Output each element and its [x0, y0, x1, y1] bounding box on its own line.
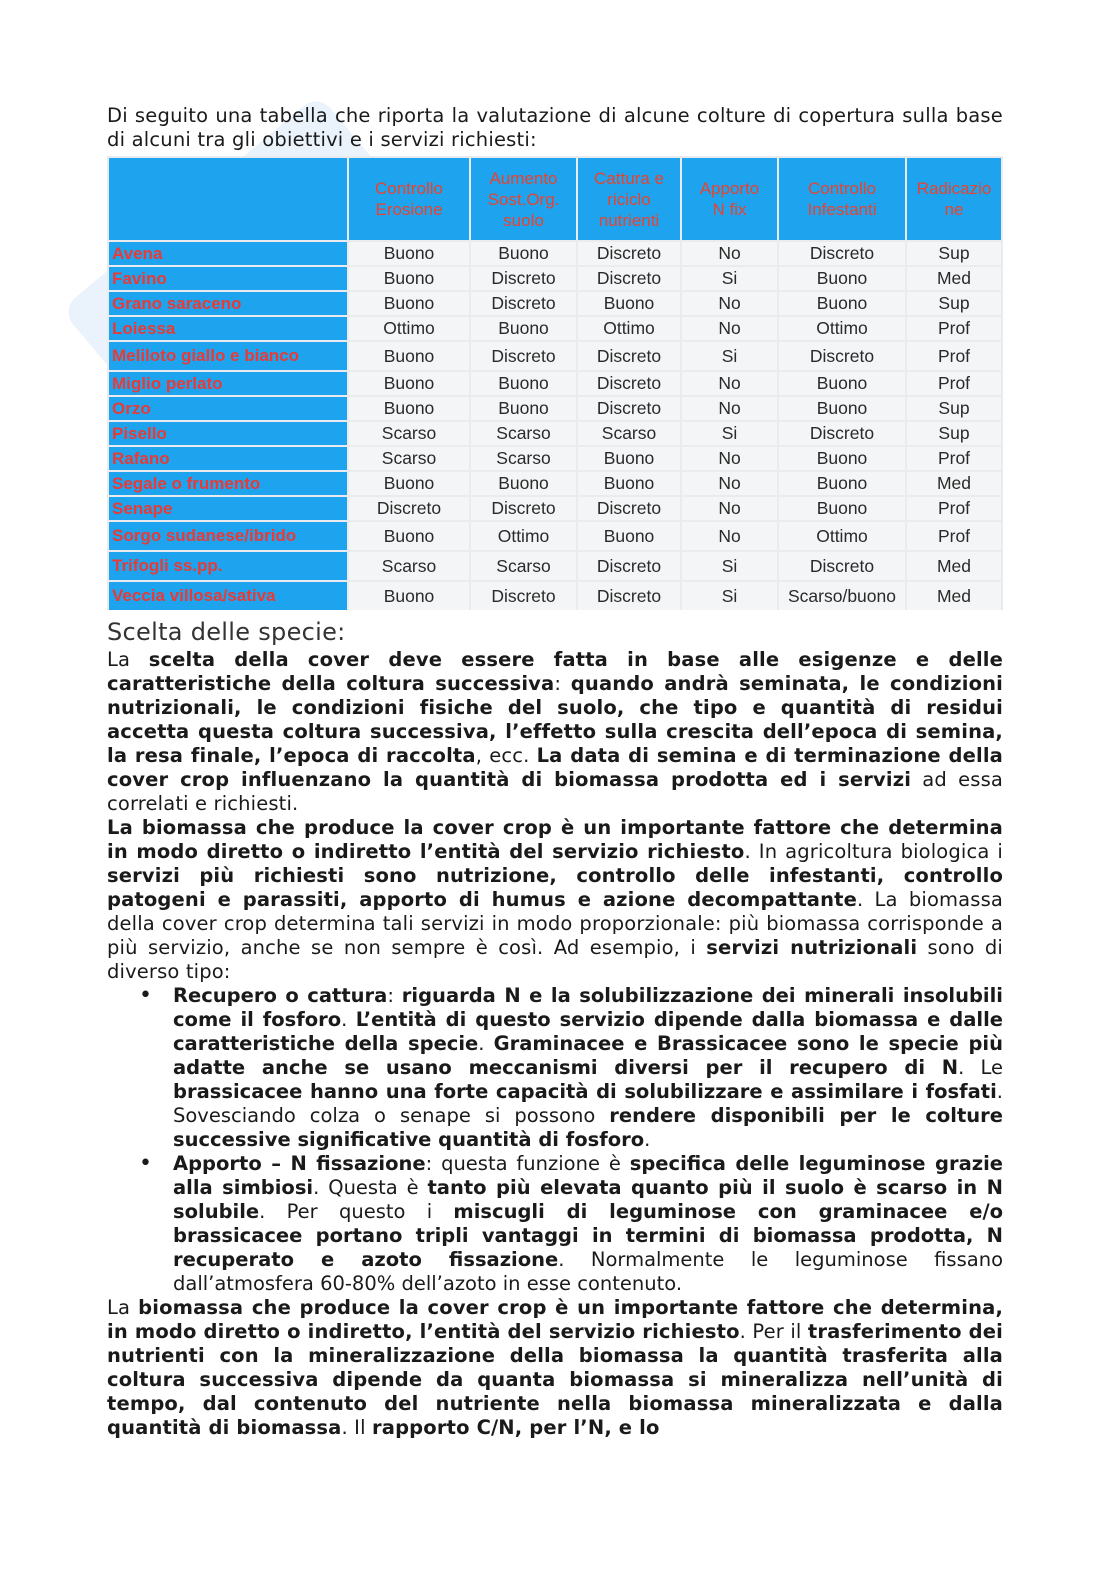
- rating-cell: Buono: [349, 342, 469, 370]
- column-header: [349, 158, 469, 240]
- table-row: [109, 447, 1001, 470]
- rating-cell: Prof: [907, 317, 1001, 340]
- crop-name-cell: Orzo: [109, 397, 347, 420]
- table-header-row: [109, 158, 1001, 240]
- rating-cell: No: [682, 497, 777, 520]
- column-header-line: ne: [944, 200, 964, 219]
- column-header: [682, 158, 777, 240]
- rating-cell: Buono: [349, 292, 469, 315]
- bold-run: riguarda N e la solubilizzazione dei minerali insolubili come il fosforo: [173, 984, 1003, 1031]
- rating-cell: Si: [682, 422, 777, 445]
- column-header: [907, 158, 1001, 240]
- rating-cell: Discreto: [779, 342, 905, 370]
- table-row: [109, 372, 1001, 395]
- text-run: sono di diverso tipo:: [107, 936, 1003, 983]
- table-row: [109, 422, 1001, 445]
- rating-cell: Scarso: [349, 447, 469, 470]
- text-run: : questa funzione è: [425, 1152, 630, 1175]
- text-run: La: [107, 648, 149, 671]
- paragraph-1: [107, 648, 1003, 816]
- rating-cell: Buono: [471, 317, 576, 340]
- rating-cell: No: [682, 372, 777, 395]
- text-run: . Questa è: [313, 1176, 428, 1199]
- rating-cell: Discreto: [471, 267, 576, 290]
- list-item-text: [173, 984, 1003, 1151]
- bullet-icon: •: [139, 983, 152, 1008]
- column-header-line: Cattura e: [594, 168, 664, 188]
- column-header: [471, 158, 576, 240]
- rating-cell: Buono: [349, 372, 469, 395]
- table-row: [109, 497, 1001, 520]
- bold-run: quando andrà seminata, le condizioni nutrizionali, le condizioni fisiche del suolo, che tipo e quantità di residui accetta questa coltura successiva, l’effetto sulla crescita dell’epoca di semina, la resa finale, l’epoca di raccolta: [107, 672, 1003, 767]
- text-run: , ecc.: [475, 744, 537, 767]
- column-header-line: Erosione: [375, 200, 443, 219]
- bold-run: scelta della cover deve essere fatta in base alle esigenze e delle caratteristiche della coltura successiva: [107, 648, 1003, 695]
- rating-cell: Discreto: [471, 497, 576, 520]
- rating-cell: Med: [907, 267, 1001, 290]
- text-run: . Il: [341, 1416, 372, 1439]
- rating-cell: Buono: [779, 397, 905, 420]
- bold-run: La data di semina e di terminazione della cover crop influenzano la quantità di biomassa prodotta ed i servizi: [107, 744, 1003, 791]
- column-header-line: riciclo: [607, 189, 651, 209]
- crop-name-cell: Meliloto giallo e bianco: [109, 342, 347, 370]
- text-run: . La biomassa della cover crop determina tali servizi in modo proporzionale: più biomassa corrisponde a più servizio, anche se non sempre è così. Ad esempio, i: [107, 888, 1003, 959]
- crop-name-cell: Grano saraceno: [109, 292, 347, 315]
- rating-cell: Discreto: [578, 497, 680, 520]
- text-run: ad essa correlati e richiesti.: [107, 768, 1003, 815]
- rating-cell: Buono: [471, 242, 576, 265]
- bold-run: trasferimento dei nutrienti con la mineralizzazione della biomassa la quantità trasferita alla coltura successiva dipende da quanta biomassa si mineralizza nell’unità di tempo, dal contenuto del nutriente nella biomassa mineralizzata e dalla quantità di biomassa: [107, 1320, 1003, 1439]
- intro-paragraph: Di seguito una tabella che riporta la valutazione di alcune colture di copertura sulla base di alcuni tra gli obiettivi e i servizi richiesti:: [107, 104, 1003, 151]
- rating-cell: Sup: [907, 292, 1001, 315]
- section-title: Scelta delle specie:: [107, 618, 346, 646]
- rating-cell: Discreto: [779, 552, 905, 580]
- column-header-line: N fix: [712, 200, 747, 219]
- rating-cell: Med: [907, 552, 1001, 580]
- rating-cell: Buono: [349, 522, 469, 550]
- crop-name-cell: Senape: [109, 497, 347, 520]
- paragraph-2: [107, 816, 1003, 984]
- rating-cell: Buono: [578, 522, 680, 550]
- rating-cell: Buono: [349, 397, 469, 420]
- rating-cell: Buono: [471, 472, 576, 495]
- text-run: . Le: [958, 1056, 1003, 1079]
- column-header: [578, 158, 680, 240]
- text-run: .: [341, 1008, 356, 1031]
- rating-cell: Si: [682, 552, 777, 580]
- column-header-line: Controllo: [807, 179, 877, 198]
- rating-cell: Ottimo: [471, 522, 576, 550]
- cover-crop-table: [107, 156, 1003, 610]
- text-run: :: [554, 672, 571, 695]
- rating-cell: Ottimo: [779, 522, 905, 550]
- bold-run: servizi più richiesti sono nutrizione, controllo delle infestanti, controllo patogeni e parassiti, apporto di humus e azione decompattante: [107, 864, 1003, 911]
- table-corner-cell: [109, 158, 347, 240]
- rating-cell: Buono: [349, 267, 469, 290]
- rating-cell: Sup: [907, 242, 1001, 265]
- rating-cell: Discreto: [349, 497, 469, 520]
- document-page: [107, 104, 1003, 1440]
- rating-cell: Prof: [907, 497, 1001, 520]
- rating-cell: Prof: [907, 372, 1001, 395]
- rating-cell: Discreto: [578, 552, 680, 580]
- rating-cell: Scarso: [471, 447, 576, 470]
- rating-cell: Med: [907, 582, 1001, 610]
- text-run: . Sovesciando colza o senape si possono: [173, 1080, 1003, 1127]
- table-row: [109, 472, 1001, 495]
- rating-cell: Buono: [578, 472, 680, 495]
- rating-cell: Prof: [907, 447, 1001, 470]
- crop-name-cell: Loiessa: [109, 317, 347, 340]
- table-row: [109, 267, 1001, 290]
- rating-cell: No: [682, 472, 777, 495]
- bold-run: Recupero o cattura: [173, 984, 388, 1007]
- rating-cell: Discreto: [578, 372, 680, 395]
- rating-cell: Buono: [349, 472, 469, 495]
- table-row: [109, 582, 1001, 610]
- rating-cell: Buono: [578, 447, 680, 470]
- rating-cell: Si: [682, 267, 777, 290]
- crop-name-cell: Sorgo sudanese/ibrido: [109, 522, 347, 550]
- rating-cell: Discreto: [578, 342, 680, 370]
- rating-cell: Scarso: [471, 552, 576, 580]
- bold-run: tanto più elevata quanto più il suolo è scarso in N solubile: [173, 1176, 1003, 1223]
- rating-cell: Buono: [779, 472, 905, 495]
- bold-run: biomassa che produce la cover crop è un importante fattore che determina, in modo diretto o indiretto, l’entità del servizio richiesto: [107, 1296, 1004, 1343]
- rating-cell: Sup: [907, 397, 1001, 420]
- list-item-recupero: [139, 983, 1004, 1152]
- column-header-line: Radicazio: [916, 179, 992, 198]
- rating-cell: Buono: [779, 292, 905, 315]
- paragraph-3: [107, 1296, 1003, 1440]
- list-item-text: [173, 1152, 1003, 1295]
- rating-cell: No: [682, 317, 777, 340]
- rating-cell: Buono: [471, 397, 576, 420]
- rating-cell: No: [682, 447, 777, 470]
- rating-cell: Med: [907, 472, 1001, 495]
- bullet-icon: •: [139, 1151, 152, 1176]
- table-row: [109, 522, 1001, 550]
- bold-run: rendere disponibili per le colture successive significative quantità di fosforo: [173, 1104, 1004, 1151]
- rating-cell: Ottimo: [578, 317, 680, 340]
- rating-cell: Buono: [779, 372, 905, 395]
- bold-run: servizi nutrizionali: [706, 936, 918, 959]
- bold-run: miscugli di leguminose con graminacee e/o brassicacee portano tripli vantaggi in termini di biomassa prodotta, N recuperato e azoto fissazione: [173, 1200, 1003, 1271]
- rating-cell: Ottimo: [349, 317, 469, 340]
- text-run: .: [478, 1032, 494, 1055]
- crop-name-cell: Veccia villosa/sativa: [109, 582, 347, 610]
- column-header-line: Apporto: [699, 179, 760, 198]
- rating-cell: Buono: [349, 582, 469, 610]
- table-row: [109, 292, 1001, 315]
- table-row: [109, 342, 1001, 370]
- rating-cell: Scarso: [349, 422, 469, 445]
- rating-cell: No: [682, 522, 777, 550]
- rating-cell: Discreto: [578, 582, 680, 610]
- crop-name-cell: Rafano: [109, 447, 347, 470]
- bold-run: Graminacee e Brassicacee sono le specie più adatte anche se usano meccanismi diversi per il recupero di N: [173, 1032, 1003, 1079]
- rating-cell: Scarso: [471, 422, 576, 445]
- column-header-line: suolo: [503, 210, 544, 230]
- rating-cell: Discreto: [779, 422, 905, 445]
- crop-name-cell: Pisello: [109, 422, 347, 445]
- rating-cell: Buono: [349, 242, 469, 265]
- rating-cell: Discreto: [471, 292, 576, 315]
- bold-run: L’entità di questo servizio dipende dalla biomassa e dalle caratteristiche della specie: [173, 1008, 1004, 1055]
- table-row: [109, 397, 1001, 420]
- rating-cell: Scarso: [349, 552, 469, 580]
- rating-cell: No: [682, 242, 777, 265]
- rating-cell: No: [682, 292, 777, 315]
- rating-cell: Si: [682, 582, 777, 610]
- bold-run: specifica delle leguminose grazie alla simbiosi: [173, 1152, 1003, 1199]
- table-row: [109, 552, 1001, 580]
- rating-cell: Buono: [578, 292, 680, 315]
- rating-cell: Si: [682, 342, 777, 370]
- list-item-apporto: [139, 1151, 1003, 1296]
- column-header-line: Infestanti: [807, 200, 877, 219]
- rating-cell: Ottimo: [779, 317, 905, 340]
- text-run: . Per il: [739, 1320, 808, 1343]
- rating-cell: Prof: [907, 522, 1001, 550]
- text-run: .: [644, 1128, 651, 1151]
- column-header: [779, 158, 905, 240]
- rating-cell: Scarso: [578, 422, 680, 445]
- column-header-line: nutrienti: [598, 210, 660, 230]
- crop-name-cell: Avena: [109, 242, 347, 265]
- table-row: [109, 317, 1001, 340]
- bold-run: brassicacee hanno una forte capacità di solubilizzare e assimilare i fosfati: [173, 1080, 997, 1103]
- column-header-line: Aumento: [489, 168, 558, 188]
- rating-cell: Discreto: [779, 242, 905, 265]
- nutritional-services-list: [107, 984, 1003, 1296]
- rating-cell: Discreto: [471, 342, 576, 370]
- rating-cell: Buono: [471, 372, 576, 395]
- column-header-line: Sost.Org.: [487, 189, 560, 209]
- bold-run: La biomassa che produce la cover crop è un importante fattore che determina in modo diretto o indiretto l’entità del servizio richiesto: [107, 816, 1003, 863]
- rating-cell: Sup: [907, 422, 1001, 445]
- text-run: :: [387, 984, 402, 1007]
- column-header-line: Controllo: [374, 179, 444, 198]
- crop-name-cell: Miglio perlato: [109, 372, 347, 395]
- crop-name-cell: Favino: [109, 267, 347, 290]
- rating-cell: Buono: [779, 447, 905, 470]
- text-run: La: [107, 1296, 139, 1319]
- rating-cell: Discreto: [578, 267, 680, 290]
- rating-cell: Prof: [907, 342, 1001, 370]
- rating-cell: Discreto: [578, 242, 680, 265]
- bold-run: Apporto – N fissazione: [173, 1152, 426, 1175]
- cover-crop-table-image: [107, 156, 1003, 610]
- bold-run: rapporto C/N, per l’N, e lo: [372, 1416, 660, 1439]
- crop-name-cell: Trifogli ss.pp.: [109, 552, 347, 580]
- text-run: . Per questo i: [259, 1200, 454, 1223]
- rating-cell: Buono: [779, 267, 905, 290]
- rating-cell: No: [682, 397, 777, 420]
- text-run: . Normalmente le leguminose fissano dall’atmosfera 60-80% dell’azoto in esse contenuto.: [173, 1248, 1003, 1295]
- rating-cell: Discreto: [578, 397, 680, 420]
- rating-cell: Scarso/buono: [779, 582, 905, 610]
- table-row: [109, 242, 1001, 265]
- rating-cell: Buono: [779, 497, 905, 520]
- text-run: . In agricoltura biologica i: [744, 840, 1003, 863]
- crop-name-cell: Segale o frumento: [109, 472, 347, 495]
- rating-cell: Discreto: [471, 582, 576, 610]
